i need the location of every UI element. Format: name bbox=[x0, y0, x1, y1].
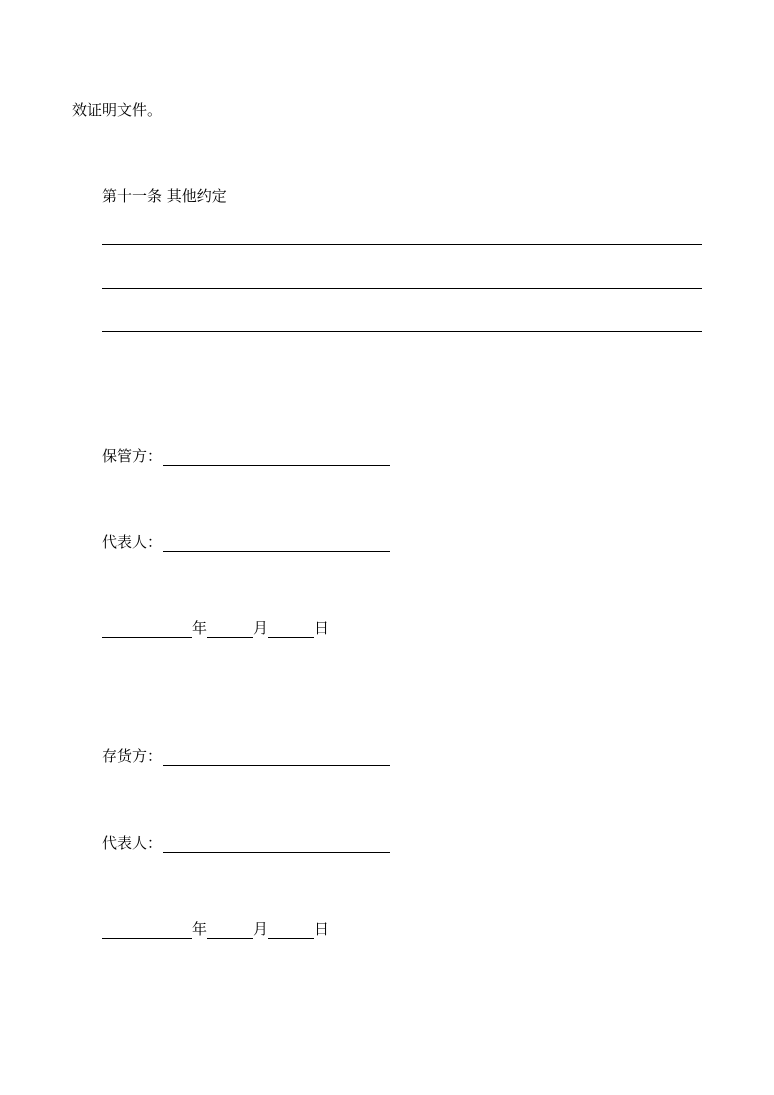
custodian-representative-row bbox=[102, 531, 390, 552]
depositor-month-label: 月 bbox=[253, 920, 269, 938]
other-terms-line-2 bbox=[102, 288, 702, 289]
custodian-day-blank bbox=[268, 623, 314, 638]
depositor-day-label: 日 bbox=[314, 920, 330, 938]
depositor-day-blank bbox=[268, 924, 314, 939]
continuation-text: 效证明文件。 bbox=[72, 101, 163, 119]
depositor-party-blank bbox=[163, 751, 390, 766]
depositor-month-blank bbox=[207, 924, 253, 939]
custodian-representative-blank bbox=[163, 537, 390, 552]
custodian-month-blank bbox=[207, 623, 253, 638]
custodian-representative-label: 代表人： bbox=[102, 533, 163, 551]
custodian-party-label: 保管方： bbox=[102, 447, 163, 465]
depositor-date-row bbox=[102, 918, 329, 939]
depositor-party-label: 存货方： bbox=[102, 747, 163, 765]
custodian-date-row bbox=[102, 617, 329, 638]
custodian-party-row bbox=[102, 445, 390, 466]
depositor-representative-row bbox=[102, 832, 390, 853]
depositor-year-label: 年 bbox=[192, 920, 208, 938]
article-title: 第十一条 其他约定 bbox=[102, 187, 227, 205]
custodian-year-blank bbox=[102, 623, 192, 638]
other-terms-line-1 bbox=[102, 244, 702, 245]
depositor-representative-blank bbox=[163, 838, 390, 853]
custodian-year-label: 年 bbox=[192, 619, 208, 637]
depositor-representative-label: 代表人： bbox=[102, 834, 163, 852]
depositor-party-row bbox=[102, 745, 390, 766]
depositor-year-blank bbox=[102, 924, 192, 939]
custodian-day-label: 日 bbox=[314, 619, 330, 637]
other-terms-line-3 bbox=[102, 331, 702, 332]
custodian-month-label: 月 bbox=[253, 619, 269, 637]
custodian-party-blank bbox=[163, 451, 390, 466]
